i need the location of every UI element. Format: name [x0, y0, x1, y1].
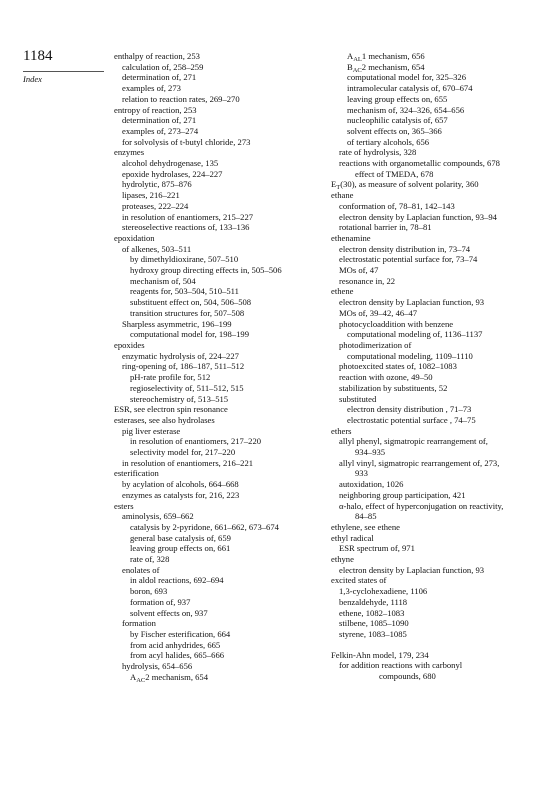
- index-entry: [114, 533, 329, 544]
- index-entry: [114, 479, 329, 490]
- index-entry: [114, 490, 329, 501]
- index-entry: [114, 672, 329, 683]
- index-entry-text: computational model for, 198–199: [130, 329, 249, 340]
- index-entry: [331, 608, 546, 619]
- index-entry: [331, 286, 546, 297]
- index-entry-text: ethyl radical: [331, 532, 374, 543]
- index-entry-text: formation: [122, 618, 156, 629]
- index-entry-text: mechanism of, 324–326, 654–656: [347, 104, 465, 115]
- index-entry-text: for addition reactions with carbonyl: [339, 660, 463, 671]
- index-entry-text: rotational barrier in, 78–81: [339, 222, 432, 233]
- index-entry: [331, 201, 546, 212]
- index-entry: [114, 254, 329, 265]
- index-entry: [114, 543, 329, 554]
- index-entry-text: substituent effect on, 504, 506–508: [130, 297, 252, 308]
- index-entry-text: proteases, 222–224: [122, 200, 189, 211]
- section-label: Index: [23, 74, 42, 84]
- index-entry: [331, 426, 546, 437]
- index-entry: [331, 415, 546, 426]
- index-entry: [114, 361, 329, 372]
- index-entry-text: MOs of, 47: [339, 265, 379, 276]
- index-entry: [331, 222, 546, 233]
- index-entry: [331, 394, 546, 405]
- index-entry: [114, 404, 329, 415]
- index-entry: [114, 222, 329, 233]
- index-entry: [331, 671, 546, 682]
- index-entry-text: in resolution of enantiomers, 217–220: [130, 436, 262, 447]
- index-entry: [114, 72, 329, 83]
- index-entry: [114, 308, 329, 319]
- index-entry-text: 933: [355, 468, 368, 479]
- index-entry-text: electrostatic potential surface , 74–75: [347, 414, 476, 425]
- index-entry-text: photodimerization of: [339, 339, 412, 350]
- index-entry: [331, 458, 546, 469]
- index-entry: [331, 329, 546, 340]
- index-entry-text: calculation of, 258–259: [122, 61, 204, 72]
- index-entry-text: by acylation of alcohols, 664–668: [122, 479, 239, 490]
- index-entry: [331, 51, 546, 62]
- index-entry: [114, 201, 329, 212]
- index-entry: [114, 265, 329, 276]
- index-entry: [331, 351, 546, 362]
- index-entry: [114, 522, 329, 533]
- index-entry-text-after: 2 mechanism, 654: [361, 61, 425, 72]
- index-entry-text: general base catalysis of, 659: [130, 532, 231, 543]
- index-entry-text: resonance in, 22: [339, 275, 396, 286]
- index-entry-text: ring-opening of, 186–187, 511–512: [122, 361, 245, 372]
- index-entry-text: boron, 693: [130, 586, 168, 597]
- index-entry: [114, 501, 329, 512]
- index-entry: [331, 62, 546, 73]
- index-entry: [331, 554, 546, 565]
- page-number: 1184: [23, 48, 53, 64]
- index-entry: [114, 650, 329, 661]
- index-entry-text: alcohol dehydrogenase, 135: [122, 158, 219, 169]
- index-entry-text: E: [331, 179, 337, 190]
- index-entry-text: entropy of reaction, 253: [114, 104, 197, 115]
- index-entry-text: esters: [114, 500, 134, 511]
- index-entry: [114, 62, 329, 73]
- index-entry-text: by dimethyldioxirane, 507–510: [130, 254, 239, 265]
- index-entry: [114, 447, 329, 458]
- index-entry: [114, 554, 329, 565]
- index-entry: [114, 618, 329, 629]
- index-entry: [114, 137, 329, 148]
- index-entry: [331, 586, 546, 597]
- index-entry-text: determination of, 271: [122, 72, 197, 83]
- index-entry-text: electron density by Laplacian function, 93: [339, 297, 485, 308]
- index-entry-text: from acyl halides, 665–666: [130, 650, 225, 661]
- index-entry-text: benzaldehyde, 1118: [339, 596, 408, 607]
- index-entry: [114, 436, 329, 447]
- index-entry-text: pig liver esterase: [122, 425, 181, 436]
- index-entry-text: electron density distribution , 71–73: [347, 404, 472, 415]
- index-entry-text: stabilization by substituents, 52: [339, 382, 448, 393]
- index-entry: [331, 340, 546, 351]
- index-entry: [331, 447, 546, 458]
- index-entry-text: from acid anhydrides, 665: [130, 639, 221, 650]
- index-entry-text: aminolysis, 659–662: [122, 511, 194, 522]
- index-entry: [114, 179, 329, 190]
- index-entry-text: determination of, 271: [122, 115, 197, 126]
- index-entry: [114, 51, 329, 62]
- index-entry-text: electrostatic potential surface for, 73–74: [339, 254, 478, 265]
- index-entry-text: mechanism of, 504: [130, 275, 196, 286]
- index-entry: [114, 83, 329, 94]
- index-entry-text: computational modeling of, 1136–1137: [347, 329, 483, 340]
- index-entry-text: stereochemistry of, 513–515: [130, 393, 229, 404]
- index-entry-text: examples of, 273–274: [122, 125, 199, 136]
- index-entry: [114, 597, 329, 608]
- index-entry: [331, 468, 546, 479]
- index-entry-subscript: AL: [353, 56, 362, 63]
- index-entry-text: A: [347, 51, 354, 61]
- index-entry-text: in resolution of enantiomers, 215–227: [122, 211, 254, 222]
- index-entry-text: A: [130, 671, 137, 682]
- index-entry-text: ethene: [331, 286, 354, 297]
- index-entry-text: excited states of: [331, 575, 387, 586]
- index-entry: [331, 244, 546, 255]
- index-entry-text: 1,3-cyclohexadiene, 1106: [339, 586, 428, 597]
- index-entry: [331, 94, 546, 105]
- index-entry: [114, 565, 329, 576]
- index-entry-text: pH-rate profile for, 512: [130, 372, 211, 383]
- index-entry: [114, 105, 329, 116]
- index-entry-text: ethers: [331, 425, 352, 436]
- index-entry-text: hydroxy group directing effects in, 505–506: [130, 265, 282, 276]
- index-entry-text: rate of, 328: [130, 554, 170, 565]
- index-entry: [331, 575, 546, 586]
- index-entry: [331, 597, 546, 608]
- index-entry: [331, 660, 546, 671]
- index-entry: [331, 650, 546, 661]
- index-entry-text: leaving group effects on, 661: [130, 543, 231, 554]
- index-entry: [331, 511, 546, 522]
- index-entry-text: selectivity model for, 217–220: [130, 447, 236, 458]
- index-entry-text: lipases, 216–221: [122, 190, 180, 201]
- index-entry: [114, 426, 329, 437]
- index-entry: [114, 383, 329, 394]
- index-entry-text: Felkin-Ahn model, 179, 234: [331, 649, 429, 660]
- index-entry-text: electron density distribution in, 73–74: [339, 243, 471, 254]
- index-entry-text: in resolution of enantiomers, 216–221: [122, 457, 254, 468]
- index-entry-subscript: AC: [136, 676, 146, 684]
- index-entry: [114, 190, 329, 201]
- index-entry: [331, 490, 546, 501]
- index-entry: [114, 329, 329, 340]
- index-entry-text: epoxide hydrolases, 224–227: [122, 168, 223, 179]
- index-entry: [331, 169, 546, 180]
- index-entry-text: ethylene, see ethene: [331, 521, 400, 532]
- index-entry-text: enzymatic hydrolysis of, 224–227: [122, 350, 239, 361]
- index-entry: [331, 543, 546, 554]
- index-entry-text: epoxides: [114, 339, 145, 350]
- index-entry: [331, 72, 546, 83]
- index-entry: [114, 297, 329, 308]
- index-entry: [114, 372, 329, 383]
- entry-gap: [331, 640, 546, 650]
- index-entry-text: stilbene, 1085–1090: [339, 618, 409, 629]
- index-entry-text: B: [347, 61, 353, 72]
- index-entry: [331, 383, 546, 394]
- index-entry: [114, 244, 329, 255]
- index-entry: [331, 212, 546, 223]
- index-entry-text: hydrolytic, 875–876: [122, 179, 192, 190]
- index-entry-text: of tertiary alcohols, 656: [347, 136, 430, 147]
- index-entry: [331, 126, 546, 137]
- index-entry-text: solvent effects on, 937: [130, 607, 208, 618]
- index-entry: [114, 319, 329, 330]
- index-entry: [331, 565, 546, 576]
- index-entry-text: ethane: [331, 190, 354, 201]
- index-entry: [114, 233, 329, 244]
- index-entry-text: transition structures for, 507–508: [130, 307, 245, 318]
- index-entry-text: examples of, 273: [122, 83, 181, 94]
- index-entry: [114, 575, 329, 586]
- index-entry-text: relation to reaction rates, 269–270: [122, 93, 240, 104]
- index-entry: [331, 361, 546, 372]
- index-entry: [331, 233, 546, 244]
- index-entry: [331, 276, 546, 287]
- index-entry-text: compounds, 680: [379, 671, 436, 682]
- index-entry-text: neighboring group participation, 421: [339, 489, 466, 500]
- index-entry-text: computational modeling, 1109–1110: [347, 350, 473, 361]
- index-entry-text: substituted: [339, 393, 377, 404]
- index-entry-text: nucleophilic catalysis of, 657: [347, 115, 448, 126]
- index-entry-text: 934–935: [355, 447, 386, 458]
- index-entry-text: allyl vinyl, sigmatropic rearrangement of, 273,: [339, 457, 500, 468]
- index-entry-text: ESR spectrum of, 971: [339, 543, 415, 554]
- index-entry-text: α-halo, effect of hyperconjugation on reactivity,: [339, 500, 504, 511]
- index-entry-text: effect of TMEDA, 678: [355, 168, 434, 179]
- index-entry: [331, 115, 546, 126]
- index-entry-text: MOs of, 39–42, 46–47: [339, 307, 418, 318]
- index-entry: [114, 340, 329, 351]
- index-entry-text: 84–85: [355, 511, 377, 522]
- index-entry: [331, 265, 546, 276]
- index-entry-text: electron density by Laplacian function, 93–94: [339, 211, 497, 222]
- index-entry-text: formation of, 937: [130, 596, 191, 607]
- index-entry: [114, 276, 329, 287]
- index-entry-text: reaction with ozone, 49–50: [339, 372, 433, 383]
- index-entry-text-after: 1 mechanism, 656: [361, 51, 425, 61]
- index-entry: [331, 308, 546, 319]
- index-entry-text: catalysis by 2-pyridone, 661–662, 673–674: [130, 521, 279, 532]
- index-entry-text-after: 2 mechanism, 654: [145, 671, 209, 682]
- index-entry-text: hydrolysis, 654–656: [122, 661, 193, 672]
- index-entry: [331, 137, 546, 148]
- index-entry-text: ESR, see electron spin resonance: [114, 404, 228, 415]
- index-entry: [114, 640, 329, 651]
- index-entry: [331, 372, 546, 383]
- index-entry: [331, 254, 546, 265]
- index-entry: [114, 115, 329, 126]
- index-entry-text: rate of hydrolysis, 328: [339, 147, 417, 158]
- index-entry-text: ethene, 1082–1083: [339, 607, 405, 618]
- index-entry: [331, 83, 546, 94]
- index-entry: [114, 147, 329, 158]
- index-entry: [114, 169, 329, 180]
- index-entry-text: enolates of: [122, 564, 160, 575]
- index-entry-text: photoexcited states of, 1082–1083: [339, 361, 457, 372]
- index-entry-text-after: (30), as measure of solvent polarity, 360: [340, 179, 479, 190]
- index-entry-text: in aldol reactions, 692–694: [130, 575, 224, 586]
- index-entry-text: intramolecular catalysis of, 670–674: [347, 83, 473, 94]
- index-entry: [331, 618, 546, 629]
- index-entry: [331, 179, 546, 190]
- index-entry: [331, 158, 546, 169]
- index-entry: [331, 501, 546, 512]
- index-entry-text: ethenamine: [331, 232, 371, 243]
- index-entry: [114, 458, 329, 469]
- index-entry: [114, 468, 329, 479]
- index-entry-text: of alkenes, 503–511: [122, 243, 192, 254]
- index-entry: [331, 404, 546, 415]
- index-entry: [114, 286, 329, 297]
- index-entry-text: regioselectivity of, 511–512, 515: [130, 382, 244, 393]
- index-entry-text: for solvolysis of t-butyl chloride, 273: [122, 136, 251, 147]
- index-entry: [331, 629, 546, 640]
- index-entry: [114, 94, 329, 105]
- index-entry: [114, 511, 329, 522]
- index-entry: [114, 608, 329, 619]
- index-entry-text: solvent effects on, 365–366: [347, 125, 442, 136]
- index-entry-text: styrene, 1083–1085: [339, 628, 407, 639]
- index-entry-text: stereoselective reactions of, 133–136: [122, 222, 250, 233]
- index-entry: [331, 533, 546, 544]
- index-entry-text: allyl phenyl, sigmatropic rearrangement of,: [339, 436, 488, 447]
- index-entry-text: photocycloaddition with benzene: [339, 318, 454, 329]
- index-entry-text: electron density by Laplacian function, 93: [339, 564, 485, 575]
- index-entry-text: by Fischer esterification, 664: [130, 628, 231, 639]
- index-entry-text: esterases, see also hydrolases: [114, 414, 215, 425]
- index-entry-text: epoxidation: [114, 232, 155, 243]
- index-entry-subscript: AC: [352, 66, 362, 74]
- index-entry-text: reactions with organometallic compounds, 678: [339, 158, 500, 169]
- index-entry: [114, 126, 329, 137]
- index-entry: [331, 479, 546, 490]
- index-entry-text: conformation of, 78–81, 142–143: [339, 200, 455, 211]
- index-entry-text: enzymes as catalysts for, 216, 223: [122, 489, 240, 500]
- index-entry: [114, 394, 329, 405]
- index-entry: [331, 147, 546, 158]
- index-entry-text: esterification: [114, 468, 159, 479]
- index-entry: [114, 629, 329, 640]
- index-entry: [331, 297, 546, 308]
- index-entry-text: leaving group effects on, 655: [347, 93, 448, 104]
- index-entry-text: enzymes: [114, 147, 145, 158]
- index-entry-text: ethyne: [331, 554, 354, 565]
- index-entry: [114, 158, 329, 169]
- index-entry: [331, 105, 546, 116]
- index-column-right: [331, 51, 546, 682]
- index-entry: [331, 319, 546, 330]
- index-entry-text: reagents for, 503–504, 510–511: [130, 286, 239, 297]
- header-rule: [23, 71, 104, 72]
- index-entry: [114, 351, 329, 362]
- index-entry: [114, 415, 329, 426]
- index-entry-text: autoxidation, 1026: [339, 479, 404, 490]
- index-entry-text: enthalpy of reaction, 253: [114, 51, 200, 61]
- index-entry: [331, 436, 546, 447]
- index-entry-subscript: T: [336, 184, 341, 192]
- index-column-left: [114, 51, 329, 682]
- index-entry-text: Sharpless asymmetric, 196–199: [122, 318, 232, 329]
- index-entry: [331, 190, 546, 201]
- index-entry: [114, 586, 329, 597]
- index-entry: [114, 661, 329, 672]
- index-entry-text: computational model for, 325–326: [347, 72, 466, 83]
- index-entry: [114, 212, 329, 223]
- index-entry: [331, 522, 546, 533]
